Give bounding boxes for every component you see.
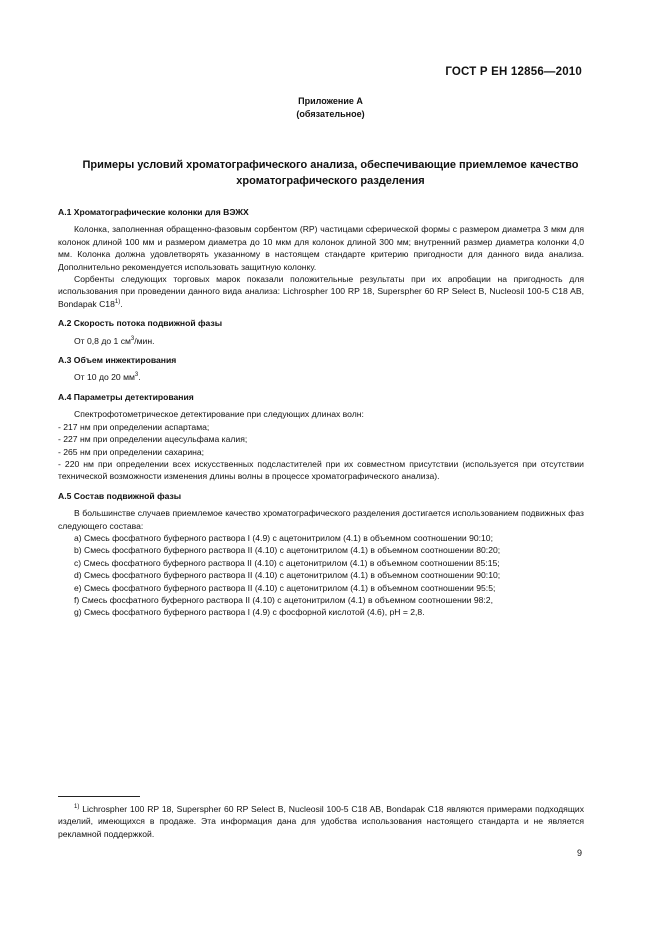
- section-a1-heading: А.1 Хроматографические колонки для ВЭЖХ: [58, 207, 249, 217]
- mobile-phase-item: b) Смесь фосфатного буферного раствора II (4.10) с ацетонитрилом (4.1) в объемном соотношении 80:20;: [74, 545, 501, 556]
- section-a3-superscript: 3: [134, 372, 139, 379]
- footnote: [58, 803, 584, 840]
- annex-title: Приложение А: [298, 96, 363, 106]
- section-a2-value-end: /мин.: [134, 335, 155, 346]
- section-a2-heading: А.2 Скорость потока подвижной фазы: [58, 318, 223, 329]
- mobile-phase-item: d) Смесь фосфатного буферного раствора II (4.10) с ацетонитрилом (4.1) в объемном соотношении 90:10;: [74, 570, 501, 581]
- wavelength-item: - 220 нм при определении всех искусственных подсластителей при их совместном присутствии (используется при отсутствии технической возможности изменения длины волны в процессе хроматографического анализа).: [58, 458, 584, 482]
- section-a3-text: [58, 371, 584, 383]
- section-a3-value-end: .: [138, 372, 141, 383]
- document-code: ГОСТ Р ЕН 12856—2010: [445, 66, 582, 78]
- annex-status: (обязательное): [296, 109, 365, 119]
- section-a1-paragraph-2: [58, 273, 584, 310]
- footnote-divider: [58, 796, 140, 797]
- footnote-reference[interactable]: 1): [114, 298, 121, 305]
- section-a5-intro: В большинстве случаев приемлемое качество хроматографического разделения достигается использованием подвижных фаз следующего состава:: [58, 508, 584, 531]
- page-number: 9: [576, 848, 582, 858]
- section-a2-value: От 0,8 до 1 см: [74, 335, 131, 346]
- mobile-phase-item: a) Смесь фосфатного буферного раствора I (4.9) с ацетонитрилом (4.1) в объемном соотношении 90:10;: [74, 532, 493, 543]
- wavelength-item: - 265 нм при определении сахарина;: [58, 446, 205, 457]
- mobile-phase-item: g) Смесь фосфатного буферного раствора I (4.9) с фосфорной кислотой (4.6), pH = 2,8.: [74, 607, 425, 618]
- section-a4-heading: А.4 Параметры детектирования: [58, 391, 194, 402]
- section-a5-heading: А.5 Состав подвижной фазы: [58, 490, 182, 501]
- mobile-phase-item: c) Смесь фосфатного буферного раствора II (4.10) с ацетонитрилом (4.1) в объемном соотношении 85:15;: [74, 557, 500, 568]
- footnote-marker: 1): [74, 804, 80, 811]
- annex-main-title: [58, 157, 603, 189]
- document-body: [58, 206, 584, 619]
- section-a1-paragraph-1: Колонка, заполненная обращенно-фазовым сорбентом (RP) частицами сферической формы с размером диаметра 3 мкм для колонок длиной 100 мм и размером диаметра до 10 мкм для колонок длиной 300 мм; внутренний размер диаметра колонки 4,0 мм. Колонка должна удовлетворять указанному в настоящем стандарте критерию пригодности для данного вида анализа. Дополнительно рекомендуется использовать защитную колонку.: [58, 224, 584, 272]
- main-title-line-2: хроматографического разделения: [236, 175, 425, 187]
- wavelength-item: - 217 нм при определении аспартама;: [58, 421, 210, 432]
- mobile-phase-list: [58, 532, 584, 619]
- section-a2-superscript: 3: [130, 335, 135, 342]
- section-a1-paragraph-2-end: .: [120, 298, 123, 309]
- section-a1-paragraph-2-text: Сорбенты следующих торговых марок показали положительные результаты при их апробации на пригодность для использования при проведении данного вида анализа: Lichrospher 100 RP 18, Superspher 60 RP Select B, Nucleosil 100-5 C18 AB, Bondapak C18: [58, 274, 584, 309]
- wavelength-item: - 227 нм при определении ацесульфама калия;: [58, 434, 248, 445]
- section-a3-value: От 10 до 20 мм: [74, 372, 135, 383]
- mobile-phase-item: f) Смесь фосфатного буферного раствора II (4.10) с ацетонитрилом (4.1) в объемном соотношении 98:2,: [74, 594, 493, 605]
- section-a3-heading: А.3 Объем инжектирования: [58, 355, 177, 366]
- section-a2-text: [58, 335, 584, 347]
- footnote-body: Lichrospher 100 RP 18, Superspher 60 RP Select B, Nucleosil 100-5 C18 AB, Bondapak C18 являются примерами подходящих изделий, имеющихся в продаже. Эта информация дана для удобства использования настоящего стандарта и не является рекламной поддержкой.: [58, 804, 584, 839]
- main-title-line-1: Примеры условий хроматографического анализа, обеспечивающие приемлемое качество: [82, 159, 579, 171]
- footnote-text: [58, 803, 584, 840]
- section-a4-intro: Спектрофотометрическое детектирование при следующих длинах волн:: [74, 409, 364, 420]
- mobile-phase-item: e) Смесь фосфатного буферного раствора II (4.10) с ацетонитрилом (4.1) в объемном соотношении 95:5;: [74, 582, 496, 593]
